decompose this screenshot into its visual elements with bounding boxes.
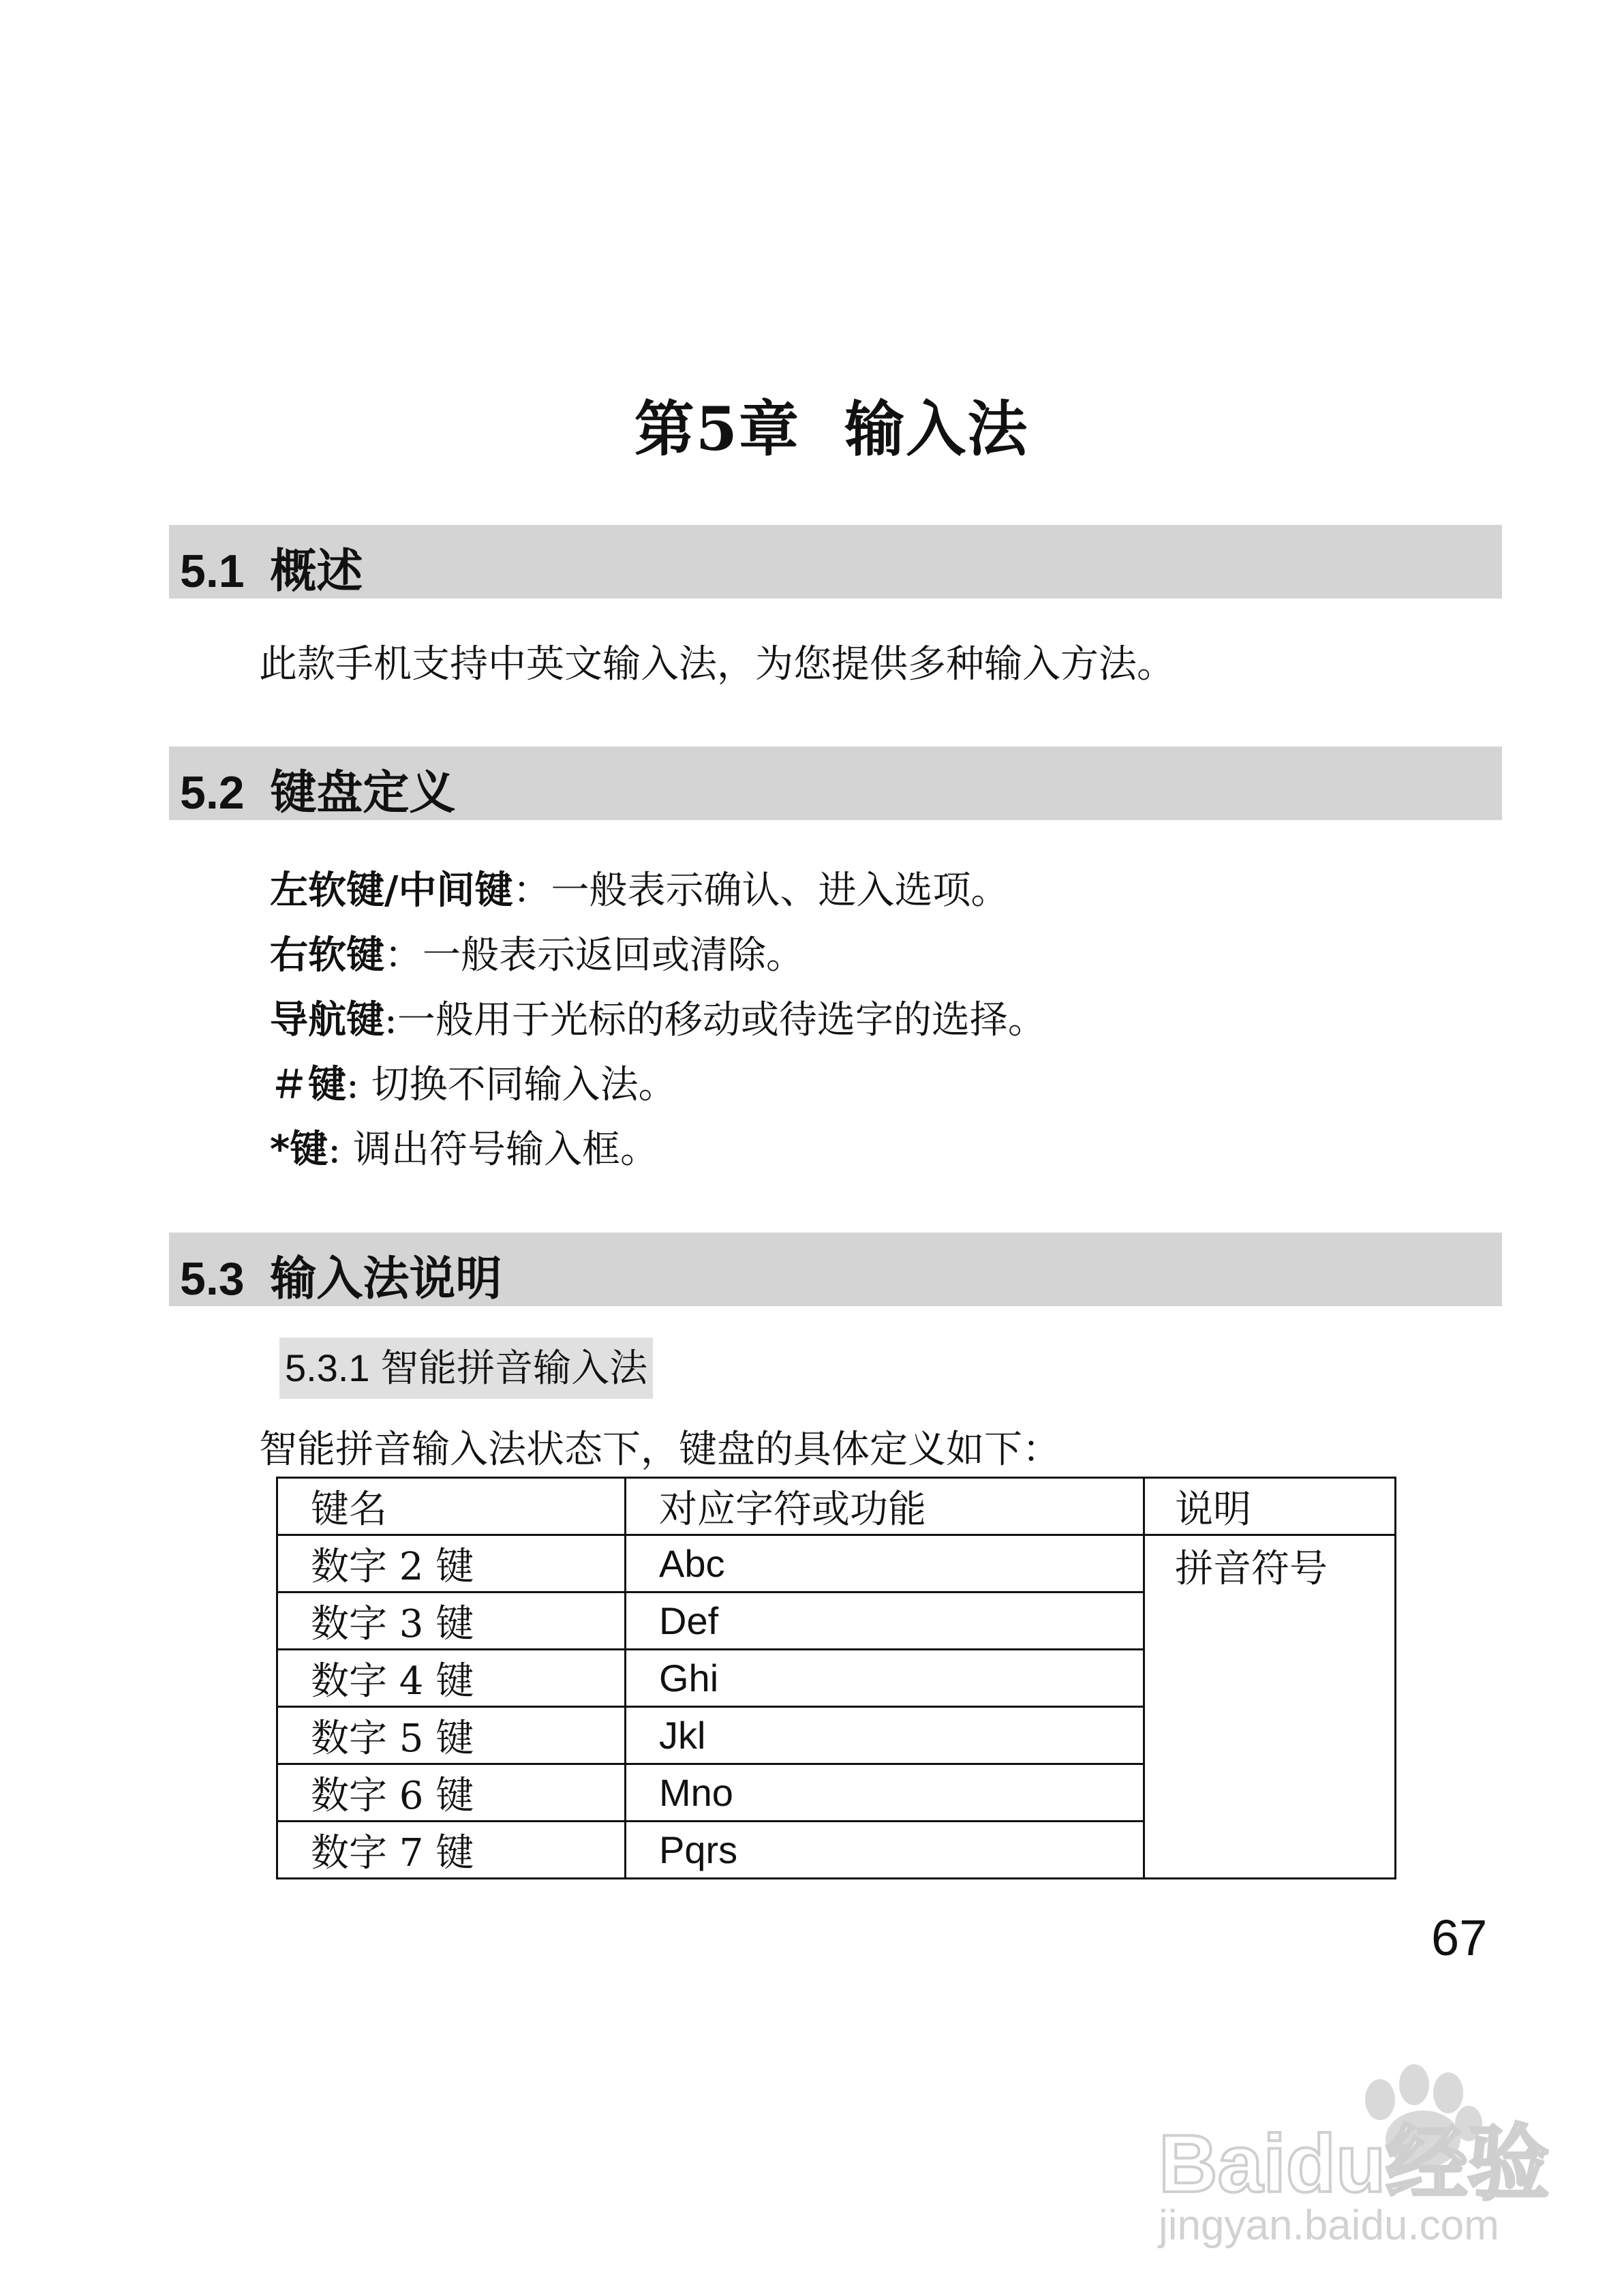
chars-cell: Def [626,1592,1144,1650]
table-header-cell: 键名 [277,1478,626,1535]
key-definition-hash-key [270,1055,677,1109]
section-heading-text: 5.3 输入法说明 [180,1253,502,1305]
section-heading-5-3 [169,1233,1502,1306]
chars-cell: Abc [626,1535,1144,1592]
chars-cell: Pqrs [626,1822,1144,1879]
definition-description: 调出符号输入框。 [341,1128,658,1172]
definition-description: 切换不同输入法。 [358,1063,677,1107]
chars-cell: Ghi [626,1650,1144,1707]
key-name-cell: 数字 6 键 [277,1764,626,1822]
baidu-paw-logo-icon [1152,2045,1561,2250]
definition-description: 一般用于光标的移动或待选字的选择。 [397,998,1046,1042]
key-name-cell: 数字 3 键 [277,1592,626,1650]
table-row [277,1535,1396,1592]
definition-separator: ： [512,868,551,913]
key-definition-right-soft-key [270,925,804,980]
subsection-heading-5-3-1: 5.3.1 智能拼音输入法 [279,1338,653,1399]
key-name-cell: 数字 5 键 [277,1707,626,1764]
key-name-cell: 数字 7 键 [277,1822,626,1879]
key-name-cell: 数字 2 键 [277,1535,626,1592]
key-name-cell: 数字 4 键 [277,1650,626,1707]
definition-separator: : [384,998,397,1042]
key-definition-left-soft-key [270,860,1009,915]
watermark-url: jingyan.baidu.com [1159,2202,1499,2249]
overview-paragraph: 此款手机支持中英文输入法，为您提供多种输入方法。 [259,642,1175,686]
section-heading-text: 5.1 概述 [180,545,363,597]
description-cell: 拼音符号 [1144,1535,1396,1879]
definition-separator: : [328,1128,341,1172]
definition-separator: : [346,1063,359,1107]
table-header-cell: 说明 [1144,1478,1396,1535]
definition-separator: ： [384,933,423,978]
definition-description: 一般表示返回或清除。 [423,933,804,978]
chars-cell: Mno [626,1764,1144,1822]
section-heading-5-2 [169,746,1502,820]
section-heading-text: 5.2 键盘定义 [180,767,456,819]
table-header-cell: 对应字符或功能 [626,1478,1144,1535]
definition-key: 导航键 [270,998,384,1042]
definition-key: ＃键 [270,1063,346,1107]
chars-cell: Jkl [626,1707,1144,1764]
table-header-row [277,1478,1396,1535]
subsection-intro: 智能拼音输入法状态下，键盘的具体定义如下： [259,1428,1060,1472]
definition-key: 右软键 [270,933,384,978]
key-definition-navigation-key [270,990,1046,1044]
definition-description: 一般表示确认、进入选项。 [551,868,1009,913]
page-number: 67 [1431,1909,1488,1966]
key-mapping-table [276,1477,1396,1879]
definition-key: *键 [270,1128,328,1172]
key-definition-star-key [270,1119,658,1174]
section-heading-5-1 [169,525,1502,599]
watermark-brand: Baidu经验 [1159,2118,1550,2209]
chapter-title: 第5章 输入法 [634,393,1029,464]
definition-key: 左软键/中间键 [270,868,513,913]
baidu-jingyan-watermark [1152,2045,1561,2252]
